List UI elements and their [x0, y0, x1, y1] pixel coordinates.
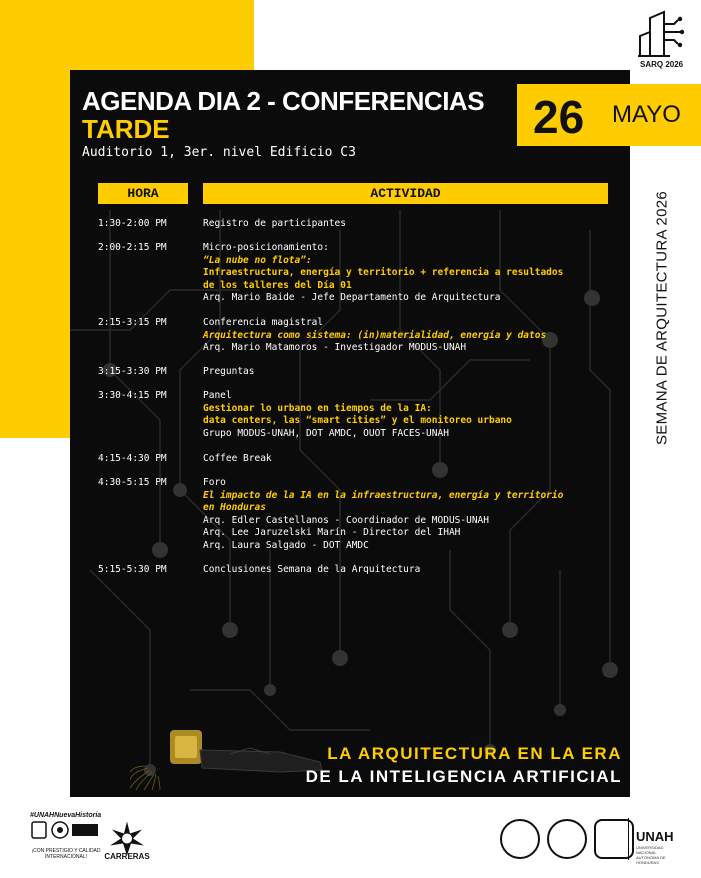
- activity-line: Arq. Mario Matamoros - Investigador MODUS-UNAH: [203, 342, 467, 353]
- activity-line: Coffee Break: [203, 453, 272, 464]
- date-day: 26: [533, 91, 585, 143]
- unah-label: UNAH: [636, 829, 674, 844]
- tagline-line-2: DE LA INTELIGENCIA ARTIFICIAL: [305, 767, 622, 786]
- prestigio-text: ¡CON PRESTIGIO Y CALIDAD INTERNACIONAL!: [31, 848, 101, 860]
- side-vertical-text: SEMANA DE ARQUITECTURA 2026: [653, 190, 671, 446]
- faculty-seal-icon: [500, 819, 540, 859]
- schedule-time: 1:30-2:00 PM: [98, 218, 167, 229]
- schedule-activity: [203, 242, 623, 305]
- activity-line: de los talleres del Día 01: [203, 279, 352, 291]
- schedule-activity: [203, 390, 623, 440]
- poster-subtitle: TARDE: [82, 114, 170, 144]
- activity-line: Arq. Lee Jaruzelski Marín - Director del IHAH: [203, 527, 461, 538]
- tagline-line-1: LA ARQUITECTURA EN LA ERA: [327, 744, 622, 763]
- activity-line: Registro de participantes: [203, 218, 346, 229]
- schedule-activity: [203, 366, 623, 379]
- schedule-time: 2:00-2:15 PM: [98, 242, 167, 253]
- schedule-time: 5:15-5:30 PM: [98, 564, 167, 575]
- schedule-activity: [203, 218, 623, 231]
- activity-line: Grupo MODUS-UNAH, DOT AMDC, OUOT FACES-UNAH: [203, 427, 449, 439]
- activity-line: Arquitectura como sistema: (in)materialidad, energía y datos: [203, 329, 547, 341]
- activity-line: Conferencia magistral: [203, 317, 324, 328]
- activity-line: Micro-posicionamiento:: [203, 242, 329, 253]
- schedule-time: 3:30-4:15 PM: [98, 390, 167, 401]
- schedule-activity: [203, 453, 623, 466]
- schedule-activity: [203, 317, 623, 355]
- accreditation-badges-icon: [30, 819, 102, 841]
- activity-line: Arq. Edler Castellanos - Coordinador de MODUS-UNAH: [203, 514, 489, 526]
- activity-line: Arq. Laura Salgado - DOT AMDC: [203, 539, 369, 551]
- sarq-label: SARQ 2026: [640, 60, 684, 69]
- activity-line: en Honduras: [203, 502, 266, 513]
- department-seal-icon: [547, 819, 587, 859]
- reclining-figure-illustration: [130, 710, 330, 790]
- actividad-header: ACTIVIDAD: [203, 183, 608, 204]
- activity-line: Infraestructura, energía y territorio + referencia a resultados: [203, 267, 564, 278]
- schedule-activity: [203, 477, 623, 552]
- activity-line: Gestionar lo urbano en tiempos de la IA:: [203, 402, 432, 414]
- activity-line: data centers, las “smart cities” y el monitoreo urbano: [203, 415, 512, 426]
- activity-line: Panel: [203, 390, 232, 401]
- schedule-time: 3:15-3:30 PM: [98, 366, 167, 377]
- venue-text: Auditorio 1, 3er. nivel Edificio C3: [82, 145, 356, 160]
- unah-subtitle: UNIVERSIDAD NACIONAL AUTÓNOMA DE HONDURAS: [636, 845, 666, 865]
- hora-header: HORA: [98, 183, 188, 204]
- schedule-time: 4:30-5:15 PM: [98, 477, 167, 488]
- activity-line: Foro: [203, 477, 226, 488]
- hashtag-text: #UNAHNuevaHistoria: [30, 812, 102, 819]
- agenda-poster: [70, 70, 630, 797]
- activity-line: El impacto de la IA en la infraestructura, energía y territorio: [203, 489, 564, 501]
- schedule-time: 4:15-4:30 PM: [98, 453, 167, 464]
- date-box: [517, 84, 701, 146]
- poster-title: AGENDA DIA 2 - CONFERENCIAS: [82, 86, 485, 116]
- activity-line: “La nube no flota”:: [203, 254, 312, 266]
- date-month: MAYO: [612, 101, 681, 128]
- unah-nueva-historia-logo: [30, 812, 102, 860]
- activity-line: Preguntas: [203, 366, 255, 377]
- schedule-time: 2:15-3:15 PM: [98, 317, 167, 328]
- carreras-label: CARRERAS: [104, 852, 150, 861]
- activity-line: Conclusiones Semana de la Arquitectura: [203, 564, 421, 575]
- activity-line: Arq. Mario Baide - Jefe Departamento de Arquitectura: [203, 292, 501, 303]
- footer-divider: [628, 818, 629, 860]
- schedule-activity: [203, 564, 623, 577]
